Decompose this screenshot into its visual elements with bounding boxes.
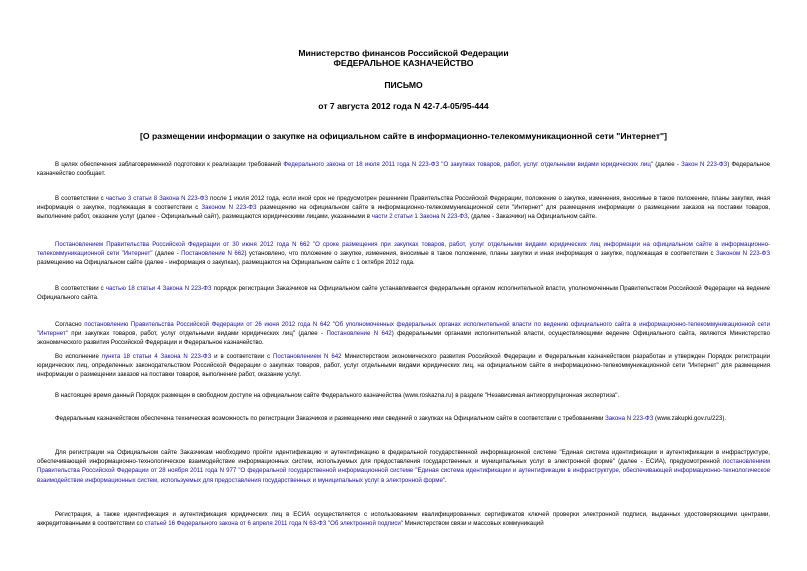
paragraph-text: Федеральным казначейством обеспечена техническая возможность по регистрации Заказчиков и размещению ими сведений о закупках на Официальном сайте в соответствии с требованиями <box>55 415 606 422</box>
paragraph-text: (далее - <box>152 250 182 258</box>
legal-reference-link[interactable]: Постановлением Правительства Российской Федерации от 30 июня 2012 года N 662 "О сроке размещения при закупках товаров, работ, услуг отдельными видами юридических лиц информации на официальном сайте в информационно-телекоммуникационной сети "Интернет" <box>37 241 770 258</box>
legal-reference-link[interactable]: Законом N 223-ФЗ <box>201 204 257 212</box>
paragraph-text: (www.zakupki.gov.ru/223). <box>653 415 727 422</box>
paragraph-2 <box>37 194 770 222</box>
paragraph-text: В настоящее время данный Порядок размещен в свободном доступе на официальном сайте Федерального казначейства (www.roskazna.ru) в разделе "Независимая антикоррупционная экспертиза". <box>55 392 620 399</box>
paragraph-text: Для регистрации на Официальном сайте Заказчикам необходимо пройти идентификацию и аутентификацию в федеральной государственной информационной системе "Единая система идентификации и аутентификации в инфраструктуре, обеспечивающей информационно-технологическое взаимодействие информационных систем, используемых для предоставления государственных и муниципальных услуг в электронной форме" (далее - ЕСИА), предусмотренной <box>37 449 770 466</box>
paragraph-text: ) федеральными органами исполнительной власти, осуществляющими ведение Официального сайта, являются Министерство экономического развития Российской Федерации и Федеральное казначейство. <box>37 330 770 347</box>
paragraph-3 <box>37 240 770 268</box>
document-subject: [О размещении информации о закупке на официальном сайте в информационно-телекоммуникационной сети "Интернет"] <box>140 131 667 141</box>
paragraph-text: и в соответствии с <box>211 353 274 360</box>
paragraph-text: Министерством связи и массовых коммуникаций <box>402 520 544 528</box>
legal-reference-link[interactable]: Закон N 223-ФЗ <box>681 161 728 168</box>
legal-reference-link[interactable]: постановлением Правительства Российской Федерации от 28 ноября 2011 года N 977 "О федеральной государственной информационной системе "Единая система идентификации и аутентификации в инфраструктуре, обеспечивающей информационно-технологическое взаимодействие информационных систем, используемых для предоставления государственных и муниципальных услуг в электронной форме" <box>37 458 770 484</box>
legal-reference-link[interactable]: Постановление N 662 <box>181 250 245 258</box>
paragraph-text: , (далее - Заказчики) на Официальном сайте. <box>467 213 597 221</box>
legal-reference-link[interactable]: Закона N 223-ФЗ <box>605 415 654 422</box>
paragraph-text: размещению на Официальном сайте (далее - информация о закупках), размещаются на Официальном сайте с 1 октября 2012 года. <box>37 259 415 267</box>
legal-reference-link[interactable]: Федерального закона от 18 июля 2011 года N 223-ФЗ "О закупках товаров, работ, услуг отдельными видами юридических лиц" <box>283 161 653 168</box>
paragraph-9 <box>37 448 770 485</box>
paragraph-text: Согласно <box>55 321 85 328</box>
paragraph-text: при закупках товаров, работ, услуг отдельными видами юридических лиц" (далее - <box>67 330 327 338</box>
paragraph-text: Во исполнение <box>55 353 102 360</box>
paragraph-1 <box>37 160 770 178</box>
paragraph-6 <box>37 352 770 380</box>
paragraph-5 <box>37 320 770 348</box>
legal-reference-link[interactable]: пункта 18 статьи 4 Закона N 223-ФЗ <box>101 353 212 360</box>
paragraph-text: размещению на официальном сайте в информационно-телекоммуникационной сети "Интернет" для размещения информации о размещении заказов на поставки товаров, выполнение работ, оказание услуг (далее - Официальный сайт), размещаются юридическими лицами, указанными в <box>37 204 771 221</box>
paragraph-text: В целях обеспечения заблаговременной подготовки к реализации требований <box>55 161 284 168</box>
paragraph-text: . <box>445 476 447 484</box>
paragraph-text: В соответствии с <box>55 285 106 292</box>
paragraph-text: Министерством экономического развития Российской Федерации и Федеральным казначейством разработан и утвержден Порядок регистрации юридических лиц, определенных законодательством Российской Федерации о закупках товаров, работ, услуг отдельными видами юридических лиц, на официальном сайте в информационно-телекоммуникационной сети "Интернет" для размещения информации о размещении заказов на поставки товаров, выполнение работ, оказание услуг. <box>37 353 770 379</box>
legal-reference-link[interactable]: частью 3 статьи 8 Закона N 223-ФЗ <box>105 195 209 202</box>
paragraph-text: после 1 июля 2012 года, если иной срок не предусмотрен решением Правительства Российской Федерации, положение о закупке, изменения, вносимые в такое положение, планы закупки, иная информация о закупке, подлежащая в соответствии с <box>37 195 770 212</box>
paragraph-text: В соответствии с <box>55 195 106 202</box>
legal-reference-link[interactable]: постановлению Правительства Российской Федерации от 26 июня 2012 года N 642 "Об уполномоченных федеральных органах исполнительной власти по ведению официального сайта в информационно-телекоммуникационной сети "Интернет" <box>37 321 770 338</box>
paragraph-text: (далее - <box>653 161 682 168</box>
legal-reference-link[interactable]: части 2 статьи 1 Закона N 223-ФЗ <box>371 213 468 221</box>
paragraph-text: ) установлено, что положение о закупке, изменения, вносимые в такое положение, планы закупки и иная информация о закупке, подлежащая в соответствии с <box>244 250 717 258</box>
legal-reference-link[interactable]: статьей 16 Федерального закона от 6 апреля 2011 года N 63-ФЗ "Об электронной подписи" <box>144 520 403 528</box>
agency-name: ФЕДЕРАЛЬНОЕ КАЗНАЧЕЙСТВО <box>333 58 474 68</box>
paragraph-10 <box>37 510 770 528</box>
paragraph-7 <box>37 391 770 400</box>
paragraph-text: порядок регистрации Заказчиков на Официальном сайте устанавливается федеральным органом исполнительной власти, уполномоченным Правительством Российской Федерации на ведение Официального сайта. <box>37 285 770 302</box>
paragraph-text: ) Федеральное казначейство сообщает. <box>37 161 770 178</box>
legal-reference-link[interactable]: частью 18 статьи 4 Закона N 223-ФЗ <box>105 285 212 292</box>
legal-reference-link[interactable]: Постановлением N 642 <box>273 353 342 360</box>
paragraph-8 <box>37 414 770 423</box>
legal-reference-link[interactable]: Законом N 223-ФЗ <box>716 250 770 258</box>
paragraph-text: Регистрация, а также идентификация и аутентификация юридических лиц в ЕСИА осуществляется с использованием квалифицированных сертификатов ключей проверки электронной подписи, выданных удостоверяющими центрами, аккредитованными в соответствии со <box>37 511 770 528</box>
document-type: ПИСЬМО <box>384 80 423 90</box>
legal-reference-link[interactable]: Постановление N 642 <box>326 330 392 338</box>
paragraph-4 <box>37 284 770 302</box>
ministry-name: Министерство финансов Российской Федерации <box>298 48 509 58</box>
document-reference: от 7 августа 2012 года N 42-7.4-05/95-444 <box>318 101 489 111</box>
